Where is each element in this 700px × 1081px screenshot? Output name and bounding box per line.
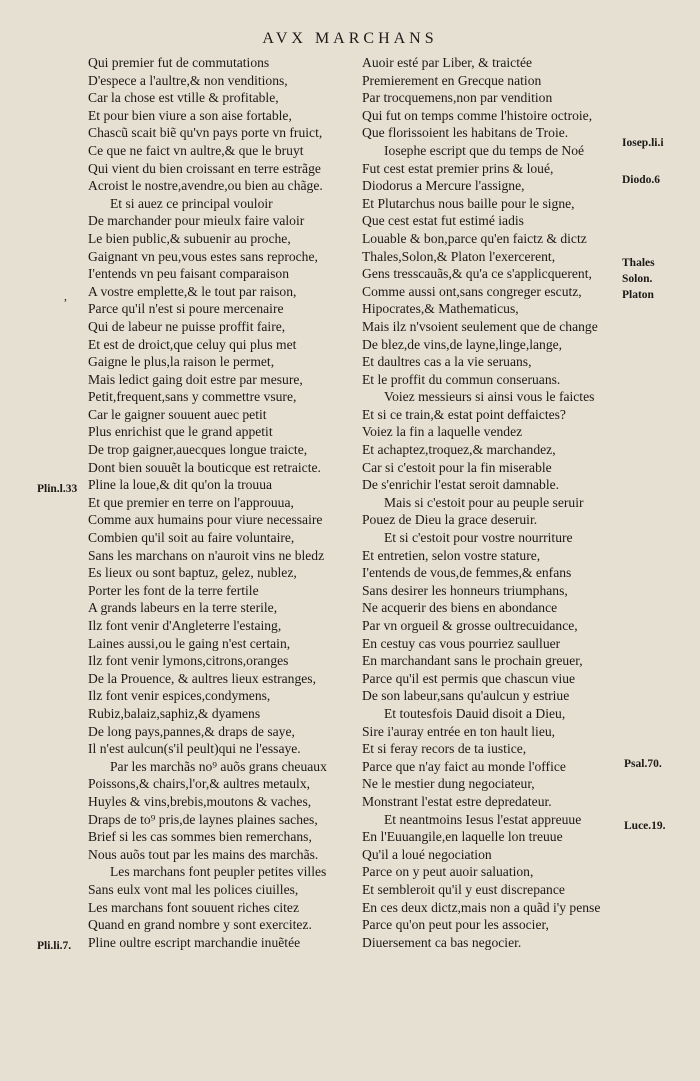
verse-line: Car si c'estoit pour la fin miserable xyxy=(362,459,552,475)
verse-line: Es lieux ou sont baptuz, gelez, nublez, xyxy=(88,565,297,581)
verse-line: Parce qu'on peut pour les associer, xyxy=(362,917,549,933)
right-column xyxy=(362,54,622,951)
verse-line: Mais ledict gaing doit estre par mesure, xyxy=(88,371,303,387)
verse-line: En marchandant sans le prochain greuer, xyxy=(362,653,583,669)
verse-line: Sans eulx vont mal les polices ciuilles, xyxy=(88,881,299,897)
verse-line: Comme aussi ont,sans congreger escutz, xyxy=(362,283,582,299)
verse-line: De marchander pour mieulx faire valoir xyxy=(88,213,305,229)
verse-line: Draps de to⁹ pris,de laynes plaines saches, xyxy=(88,811,318,827)
verse-line: De trop gaigner,auecques longue traicte, xyxy=(88,442,308,458)
verse-line: Pouez de Dieu la grace deseruir. xyxy=(362,512,538,528)
verse-line: Premierement en Grecque nation xyxy=(362,72,542,88)
verse-line: Laines aussi,ou le gaing n'est certain, xyxy=(88,635,291,651)
verse-line: Mais si c'estoit pour au peuple seruir xyxy=(384,494,584,510)
verse-line: Combien qu'il soit au faire voluntaire, xyxy=(88,530,295,546)
verse-line: Il n'est aulcun(s'il peult)qui ne l'essaye. xyxy=(88,741,301,757)
verse-line: Sire i'auray entrée en ton hault lieu, xyxy=(362,723,556,739)
verse-line: Hipocrates,& Mathematicus, xyxy=(362,301,519,317)
verse-line: Et achaptez,troquez,& marchandez, xyxy=(362,442,556,458)
verse-line: De blez,de vins,de layne,linge,lange, xyxy=(362,336,563,352)
verse-line: Et que premier en terre on l'approuua, xyxy=(88,494,294,510)
verse-line: Et toutesfois Dauid disoit a Dieu, xyxy=(384,705,566,721)
verse-line: Porter les font de la terre fertile xyxy=(88,582,259,598)
verse-line: Le bien public,& subuenir au proche, xyxy=(88,230,291,246)
verse-line: A grands labeurs en la terre sterile, xyxy=(88,600,278,616)
verse-line: Que cest estat fut estimé iadis xyxy=(362,213,524,229)
verse-line: Louable & bon,parce qu'en faictz & dictz xyxy=(362,230,587,246)
verse-line: Par trocquemens,non par vendition xyxy=(362,90,553,106)
verse-line: Plus enrichist que le grand appetit xyxy=(88,424,273,440)
verse-line: Et daultres cas a la vie seruans, xyxy=(362,354,532,370)
verse-line: Voiez messieurs si ainsi vous le faictes xyxy=(384,389,595,405)
verse-line: Ilz font venir d'Angleterre l'estaing, xyxy=(88,618,282,633)
margin-note-solon: Solon. xyxy=(622,273,653,285)
verse-line: Monstrant l'estat estre depredateur. xyxy=(362,793,552,809)
verse-line: Et si c'estoit pour vostre nourriture xyxy=(384,530,573,546)
verse-line: Auoir esté par Liber, & traictée xyxy=(362,55,533,70)
verse-line: Et pour bien viure a son aise fortable, xyxy=(88,107,292,123)
verse-line: Les marchans font peupler petites villes xyxy=(110,864,327,880)
verse-line: Ilz font venir espices,condymens, xyxy=(88,688,271,704)
verse-line: Chascũ scait biẽ qu'vn pays porte vn fruict, xyxy=(88,125,323,141)
verse-line: Et si feray recors de ta iustice, xyxy=(362,741,527,757)
verse-line: Petit,frequent,sans y commettre vsure, xyxy=(88,389,297,405)
verse-line: Parce que n'ay faict au monde l'office xyxy=(362,758,566,774)
verse-line: Nous auõs tout par les mains des marchãs. xyxy=(88,846,319,862)
verse-line: Diuersement ca bas negocier. xyxy=(362,934,522,950)
verse-line: D'espece a l'aultre,& non venditions, xyxy=(88,72,288,88)
verse-line: Et neantmoins Iesus l'estat appreuue xyxy=(384,811,582,827)
verse-line: Qui vient du bien croissant en terre estrãge xyxy=(88,160,321,176)
verse-line: Pline oultre escript marchandie inuẽtée xyxy=(88,934,301,950)
verse-line: Et Plutarchus nous baille pour le signe, xyxy=(362,195,575,211)
verse-line: Qui premier fut de commutations xyxy=(88,55,270,70)
verse-line: Par vn orgueil & grosse oultrecuidance, xyxy=(362,618,578,633)
verse-line: Gens tresscauãs,& qu'a ce s'applicquerent, xyxy=(362,266,592,282)
verse-line: Acroist le nostre,avendre,ou bien au chãge. xyxy=(88,178,323,194)
verse-line: De long pays,pannes,& draps de saye, xyxy=(88,723,295,739)
verse-line: Parce qu'il n'est si poure mercenaire xyxy=(88,301,284,317)
verse-line: En l'Euuangile,en laquelle lon treuue xyxy=(362,829,563,845)
verse-line: Qu'il a loué negociation xyxy=(362,846,492,862)
verse-line: Qui de labeur ne puisse proffit faire, xyxy=(88,318,286,334)
margin-note-luce: Luce.19. xyxy=(624,820,666,832)
verse-line: Parce on y peut auoir saluation, xyxy=(362,864,534,880)
verse-line: Parce qu'il est permis que chascun viue xyxy=(362,670,576,686)
verse-line: Gaignant vn peu,vous estes sans reproche, xyxy=(88,248,318,264)
verse-line: Rubiz,balaiz,saphiz,& dyamens xyxy=(88,705,261,721)
margin-note-platon: Platon xyxy=(622,289,654,301)
margin-note-plin-l33: Plin.l.33 xyxy=(37,483,78,495)
margin-note-thales: Thales xyxy=(622,257,655,269)
verse-line: Poissons,& chairs,l'or,& aultres metaulx, xyxy=(88,776,311,792)
verse-line: De la Prouence, & aultres lieux estranges, xyxy=(88,670,316,686)
verse-line: Comme aux humains pour viure necessaire xyxy=(88,512,323,528)
verse-line: Pline la loue,& dit qu'on la trouua xyxy=(88,477,273,493)
verse-line: Ilz font venir lymons,citrons,oranges xyxy=(88,653,289,669)
verse-line: Gaigne le plus,la raison le permet, xyxy=(88,354,275,370)
verse-line: Quand en grand nombre y sont exercitez. xyxy=(88,917,312,933)
verse-line: Dont bien souuẽt la bouticque est retraicte. xyxy=(88,459,321,475)
margin-note-diodo: Diodo.6 xyxy=(622,174,661,186)
verse-line: Iosephe escript que du temps de Noé xyxy=(384,142,585,158)
verse-line: Qui fut on temps comme l'histoire octroie, xyxy=(362,107,593,123)
margin-note-iosep: Iosep.li.i xyxy=(622,137,664,149)
margin-note-psal: Psal.70. xyxy=(624,758,662,770)
verse-line: De son labeur,sans qu'aulcun y estriue xyxy=(362,688,570,704)
verse-line: I'entends vn peu faisant comparaison xyxy=(88,266,290,282)
running-header: AVX MARCHANS xyxy=(262,30,438,47)
left-column xyxy=(88,54,358,951)
verse-line: Et si auez ce principal vouloir xyxy=(110,195,273,211)
verse-line: En cestuy cas vous pourriez saulluer xyxy=(362,635,561,651)
verse-line: De s'enrichir l'estat seroit damnable. xyxy=(362,477,560,493)
verse-line: Que florissoient les habitans de Troie. xyxy=(362,125,569,141)
verse-line: Car la chose est vtille & profitable, xyxy=(88,90,279,106)
verse-line: Sans les marchans on n'auroit vins ne bledz xyxy=(88,547,325,563)
verse-line: Thales,Solon,& Platon l'exercerent, xyxy=(362,248,556,264)
verse-line: Ce que ne faict vn aultre,& que le bruyt xyxy=(88,142,304,158)
verse-line: Car le gaigner souuent auec petit xyxy=(88,406,267,422)
verse-line: Brief si les cas sommes bien remerchans, xyxy=(88,829,312,845)
margin-comma-mark: , xyxy=(64,289,67,303)
verse-line: Et le proffit du commun conseruans. xyxy=(362,371,561,387)
verse-line: Et sembleroit qu'il y eust discrepance xyxy=(362,881,565,897)
verse-line: I'entends de vous,de femmes,& enfans xyxy=(362,565,572,581)
verse-line: Et si ce train,& estat point deffaictes? xyxy=(362,406,566,422)
verse-line: En ces deux dictz,mais non a quãd i'y pense xyxy=(362,899,601,915)
verse-line: A vostre emplette,& le tout par raison, xyxy=(88,283,297,299)
verse-line: Par les marchãs no⁹ auõs grans cheuaux xyxy=(110,758,327,774)
verse-line: Diodorus a Mercure l'assigne, xyxy=(362,178,525,194)
verse-line: Ne acquerir des biens en abondance xyxy=(362,600,558,616)
margin-note-pli-l7: Pli.li.7. xyxy=(37,940,72,952)
verse-line: Voiez la fin a laquelle vendez xyxy=(362,424,523,440)
verse-line: Fut cest estat premier prins & loué, xyxy=(362,160,554,176)
verse-line: Sans desirer les honneurs triumphans, xyxy=(362,582,568,598)
verse-line: Huyles & vins,brebis,moutons & vaches, xyxy=(88,793,312,809)
verse-line: Et entretien, selon vostre stature, xyxy=(362,547,541,563)
verse-line: Ne le mestier dung negociateur, xyxy=(362,776,535,792)
verse-line: Mais ilz n'vsoient seulement que de change xyxy=(362,318,598,334)
verse-line: Les marchans font souuent riches citez xyxy=(88,899,300,915)
verse-line: Et est de droict,que celuy qui plus met xyxy=(88,336,297,352)
